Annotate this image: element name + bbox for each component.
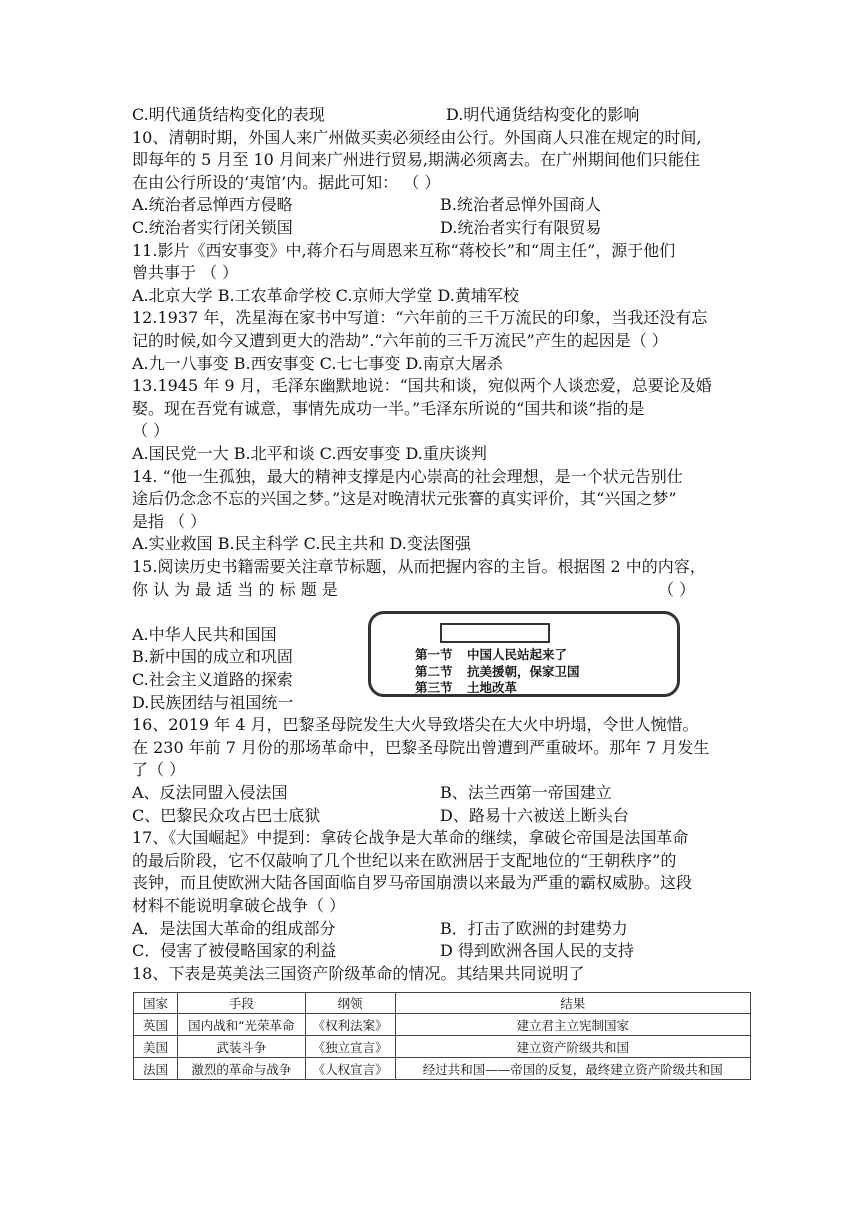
table-header-row xyxy=(134,993,751,1014)
text-line: A.中华人民共和国国 xyxy=(132,624,277,644)
table-row xyxy=(134,1014,751,1036)
text-line: 即每年的 5 月至 10 月间来广州进行贸易,期满必须离去。在广州期间他们只能住 xyxy=(132,150,700,170)
text-line: 16、2019 年 4 月，巴黎圣母院发生大火导致塔尖在大火中坍塌，令世人惋惜。 xyxy=(132,715,699,735)
option-right: （ ） xyxy=(658,579,696,599)
column-header: 手段 xyxy=(177,993,305,1014)
table-cell: 美国 xyxy=(134,1036,178,1058)
text-line: 了（ ） xyxy=(132,760,186,780)
text-line: 14. “他一生孤独，最大的精神支撑是内心崇高的社会理想，是一个状元告别仕 xyxy=(132,466,683,486)
section-number: 第三节 xyxy=(415,680,453,695)
table-cell: 英国 xyxy=(134,1014,178,1036)
table-cell: 《独立宣言》 xyxy=(305,1036,395,1058)
option-right: B.统治者忌惮外国商人 xyxy=(440,195,601,215)
text-line: 12.1937 年，冼星海在家书中写道：“六年前的三千万流民的印象，当我还没有忘 xyxy=(132,308,708,328)
option-left: A、反法同盟入侵法国 xyxy=(132,783,288,802)
section-number: 第一节 xyxy=(415,647,453,662)
option-right: B．打击了欧洲的封建势力 xyxy=(440,918,628,938)
text-line: 15.阅读历史书籍需要关注章节标题，从而把握内容的主旨。根据图 2 中的内容， xyxy=(132,557,706,576)
table-cell: 经过共和国——帝国的反复，最终建立资产阶级共和国 xyxy=(395,1058,750,1080)
text-line: 曾共事于 （ ） xyxy=(132,263,239,283)
section-number: 第二节 xyxy=(415,664,453,679)
text-line: 丧钟，而且使欧洲大陆各国面临自罗马帝国崩溃以来最为严重的霸权威胁。这段 xyxy=(132,873,693,893)
text-line: A.实业救国 B.民主科学 C.民主共和 D.变法图强 xyxy=(132,534,471,554)
text-line: D.民族团结与祖国统一 xyxy=(132,692,294,712)
section-title: 土地改革 xyxy=(467,680,518,695)
section-title: 中国人民站起来了 xyxy=(467,647,568,662)
text-line: A.国民党一大 B.北平和谈 C.西安事变 D.重庆谈判 xyxy=(132,444,487,463)
table-cell: 国内战和“光荣革命 xyxy=(177,1014,305,1036)
text-line: 在由公行所设的‘夷馆’内。据此可知： （ ） xyxy=(132,172,441,192)
option-left: 你 认 为 最 适 当 的 标 题 是 xyxy=(132,579,338,599)
option-left: C．侵害了被侵略国家的利益 xyxy=(132,941,337,961)
option-right: D.统治者实行有限贸易 xyxy=(440,218,602,237)
text-line: 11.影片《西安事变》中,蒋介石与周恩来互称“蒋校长”和“周主任”，源于他们 xyxy=(132,240,676,260)
text-line: B.新中国的成立和巩固 xyxy=(132,647,293,667)
table-cell: 武装斗争 xyxy=(177,1036,305,1058)
option-left: C、巴黎民众攻占巴士底狱 xyxy=(132,805,321,825)
option-right: D、路易十六被送上断头台 xyxy=(440,805,629,825)
column-header: 结果 xyxy=(395,993,750,1014)
text-line: C.社会主义道路的探索 xyxy=(132,670,293,689)
option-right: B、法兰西第一帝国建立 xyxy=(440,783,612,802)
text-line: 17、《大国崛起》中提到：拿砖仑战争是大革命的继续，拿破仑帝国是法国革命 xyxy=(132,828,689,848)
table-cell: 《人权宣言》 xyxy=(305,1058,395,1080)
option-right: D.明代通货结构变化的影响 xyxy=(446,105,640,124)
option-right: D 得到欧洲各国人民的支持 xyxy=(440,941,634,961)
text-line: 娶。现在吾党有诚意，事情先成功一半。”毛泽东所说的“国共和谈”指的是 xyxy=(132,398,645,418)
text-line: 13.1945 年 9 月，毛泽东幽默地说：“国共和谈，宛似两个人谈恋爱，总要论及婚 xyxy=(132,376,712,396)
table-row xyxy=(134,1036,751,1058)
figure-row xyxy=(415,645,567,663)
table-cell: 建立君主立宪制国家 xyxy=(395,1014,750,1036)
figure-2-chapter-box xyxy=(368,611,680,697)
option-left: C.统治者实行闭关锁国 xyxy=(132,218,293,237)
option-left: A.统治者忌惮西方侵略 xyxy=(132,195,293,215)
text-line: 在 230 年前 7 月份的那场革命中，巴黎圣母院出曾遭到严重破坏。那年 7 月发生 xyxy=(132,737,710,757)
text-line: A.北京大学 B.工农革命学校 C.京师大学堂 D.黄埔军校 xyxy=(132,285,519,305)
text-line: 记的时候,如今又遭到更大的浩劫”.“六年前的三千万流民”产生的起因是（ ） xyxy=(132,331,668,350)
text-line: 途后仍念念不忘的兴国之梦。”这是对晚清状元张謇的真实评价，其“兴国之梦” xyxy=(132,489,677,509)
text-line: A.九一八事变 B.西安事变 C.七七事变 D.南京大屠杀 xyxy=(132,353,503,373)
table-cell: 建立资产阶级共和国 xyxy=(395,1036,750,1058)
option-left: A．是法国大革命的组成部分 xyxy=(132,918,336,938)
section-title: 抗美援朝，保家卫国 xyxy=(467,664,580,679)
text-line: 18、下表是英美法三国资产阶级革命的情况。其结果共同说明了 xyxy=(132,963,585,983)
figure-row xyxy=(415,678,517,696)
blank-title-box xyxy=(440,623,550,643)
column-header: 国家 xyxy=(134,993,178,1014)
revolution-table xyxy=(133,992,751,1080)
text-line: 10、清朝时期，外国人来广州做买卖必须经由公行。外国商人只准在规定的时间, xyxy=(132,127,702,147)
text-line: （ ） xyxy=(132,421,170,441)
table-cell: 法国 xyxy=(134,1058,178,1080)
text-line: 的最后阶段，它不仅敲响了几个世纪以来在欧洲居于支配地位的“王朝秩序”的 xyxy=(132,850,677,870)
table-row xyxy=(134,1058,751,1080)
table-cell: 激烈的革命与战争 xyxy=(177,1058,305,1080)
table-cell: 《权利法案》 xyxy=(305,1014,395,1036)
column-header: 纲领 xyxy=(305,993,395,1014)
option-left: C.明代通货结构变化的表现 xyxy=(132,105,325,124)
text-line: 是指 （ ） xyxy=(132,511,207,531)
text-line: 材料不能说明拿破仑战争（ ） xyxy=(132,896,346,915)
